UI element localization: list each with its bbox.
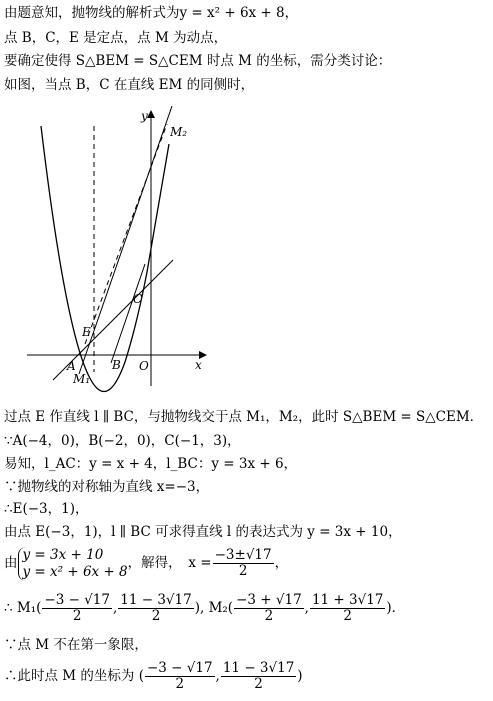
label-y: y <box>141 109 148 123</box>
text-line-14 <box>4 660 303 692</box>
text-line-11 <box>4 546 288 581</box>
m1-x-den: 2 <box>72 608 82 624</box>
l12-pre: ∴ M₁( <box>4 600 42 616</box>
line-bc <box>111 264 145 363</box>
l11-post: ， <box>274 555 289 571</box>
eq-line-2: y = x² + 6x + 8 <box>22 563 128 580</box>
m2-y-num: 11 + 3√17 <box>311 592 384 608</box>
text-line-12 <box>4 592 405 624</box>
eq-line-1: y = 3x + 10 <box>22 546 104 563</box>
text-line-5: 过点 E 作直线 l ∥ BC，与抛物线交于点 M₁，M₂，此时 S△BEM = S△CEM． <box>4 409 484 425</box>
parabola <box>41 126 169 392</box>
m2-x-num: −3 + √17 <box>236 592 302 608</box>
l14-post: ) <box>297 668 303 684</box>
text-line-9: ∴E(−3，1)， <box>4 501 89 517</box>
solution-numerator: −3±√17 <box>214 547 272 563</box>
text-line-4: 如图，当点 B，C 在直线 EM 的同侧时， <box>4 77 255 93</box>
label-m2: M₂ <box>170 125 188 139</box>
result-y-den: 2 <box>254 676 263 692</box>
result-x-fraction <box>145 661 215 692</box>
result-y-fraction <box>221 661 296 692</box>
equation-system <box>18 547 128 581</box>
m1-y-num: 11 − 3√17 <box>120 592 192 608</box>
m2-y-fraction <box>310 593 385 624</box>
l12-mid: ), M₂( <box>194 600 234 616</box>
l14-sep: , <box>215 668 220 684</box>
label-m1: M₁ <box>73 372 91 386</box>
l12-sep2: , <box>304 600 309 616</box>
label-x: x <box>195 358 202 372</box>
m1-y-den: 2 <box>151 608 161 624</box>
text-line-3: 要确定使得 S△BEM = S△CEM 时点 M 的坐标，需分类讨论： <box>4 53 392 69</box>
l11-mid: ，解得， x = <box>127 555 212 571</box>
label-a: A <box>67 359 76 373</box>
label-o: O <box>139 359 149 373</box>
label-c: C <box>133 292 143 306</box>
text-line-2: 点 B，C，E 是定点，点 M 为动点， <box>4 30 228 46</box>
label-b: B <box>112 358 121 372</box>
solution-fraction <box>213 548 274 579</box>
text-line-6: ∵A(−4，0)，B(−2，0)，C(−1，3)， <box>4 433 241 449</box>
l11-pre: 由 <box>4 555 18 571</box>
text-line-13: ∵点 M 不在第一象限， <box>4 637 148 653</box>
solution-denominator: 2 <box>238 563 248 579</box>
result-y-num: 11 − 3√17 <box>222 660 295 676</box>
text-line-8: ∵抛物线的对称轴为直线 x=−3， <box>4 479 210 495</box>
text-line-1: 由题意知，抛物线的解析式为y = x² + 6x + 8， <box>4 5 299 21</box>
m1-x-fraction <box>42 593 112 624</box>
m2-x-fraction <box>234 593 304 624</box>
line-l <box>79 106 172 374</box>
m2-y-den: 2 <box>343 608 352 624</box>
label-e: E <box>82 325 91 339</box>
result-x-den: 2 <box>175 676 185 692</box>
result-x-num: −3 − √17 <box>146 660 213 676</box>
text-line-10: 由点 E(−3，1)，l ∥ BC 可求得直线 l 的表达式为 y = 3x + 10， <box>4 524 402 540</box>
l12-post: )． <box>386 600 406 616</box>
text-line-7: 易知，l_AC：y = x + 4，l_BC：y = 3x + 6， <box>4 456 298 472</box>
parabola-figure <box>27 104 217 394</box>
m1-x-num: −3 − √17 <box>44 592 110 608</box>
l12-sep1: , <box>112 600 118 616</box>
m2-x-den: 2 <box>264 608 274 624</box>
m1-y-fraction <box>118 593 193 624</box>
l14-pre: ∴此时点 M 的坐标为 ( <box>4 668 144 684</box>
